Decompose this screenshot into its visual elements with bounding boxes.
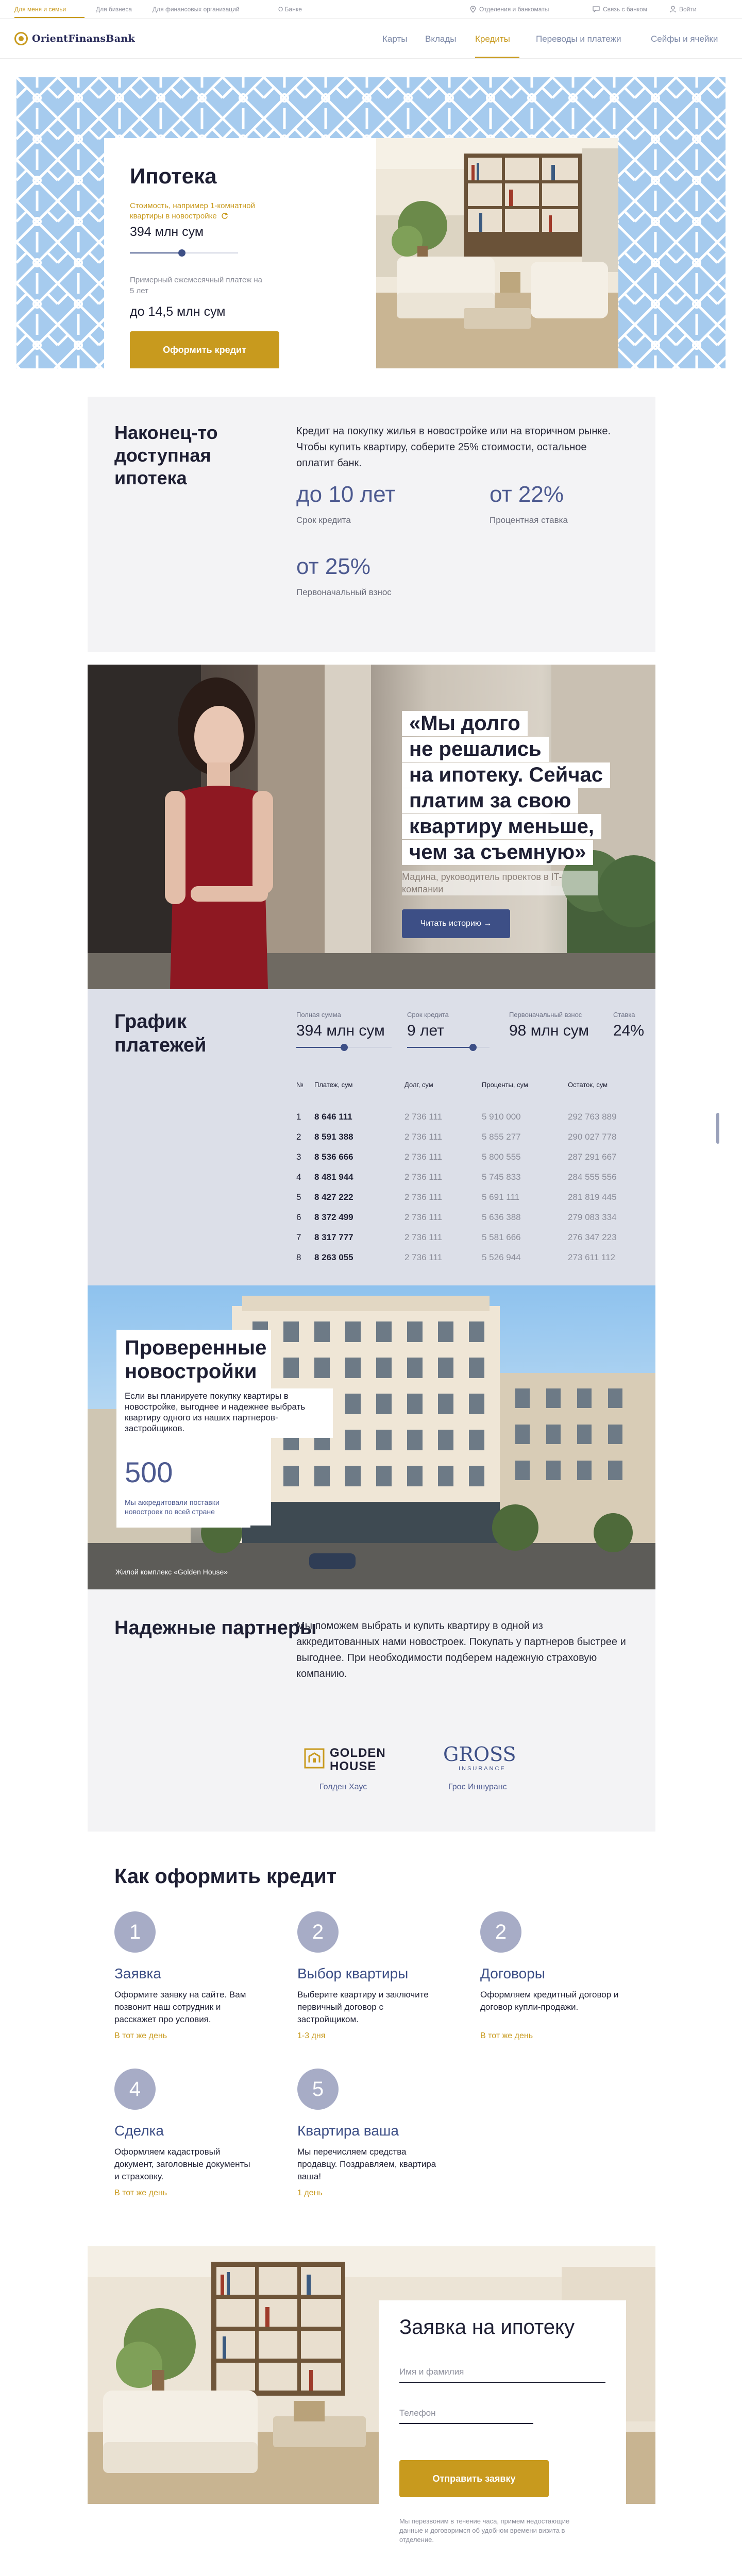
table-cell: 273 611 112 xyxy=(568,1252,616,1262)
name-field-wrap xyxy=(399,2357,605,2388)
table-cell: 8 481 944 xyxy=(314,1172,353,1182)
table-cell: 290 027 778 xyxy=(568,1132,617,1142)
topbar-contact-link[interactable] xyxy=(593,6,647,13)
schedule-scroll-thumb[interactable] xyxy=(716,1113,719,1144)
param-downpayment-label: Первоначальный взнос xyxy=(509,1011,582,1019)
table-cell: 8 263 055 xyxy=(314,1252,353,1262)
stat-down-payment-label: Первоначальный взнос xyxy=(296,587,392,597)
topbar-branches-label: Отделения и банкоматы xyxy=(479,6,549,13)
hero-hint-text: Стоимость, например 1-комнатной квартиры в новостройке xyxy=(130,201,255,221)
param-amount-value: 394 млн сум xyxy=(296,1022,385,1039)
step-description: Оформляем кредитный договор и договор купли-продажи. xyxy=(480,1990,619,2012)
gross-logo-line2: INSURANCE xyxy=(459,1766,506,1772)
hero-card xyxy=(104,138,393,368)
table-cell: 5 691 111 xyxy=(482,1192,520,1202)
table-cell: 5 855 277 xyxy=(482,1132,521,1142)
topbar-financial-orgs-link[interactable]: Для финансовых организаций xyxy=(153,6,240,13)
chat-icon xyxy=(593,6,600,12)
quote-line-3: на ипотеку. Сейчас xyxy=(402,762,610,788)
quote-line-5: квартиру меньше, xyxy=(402,814,601,839)
golden-house-line2: HOUSE xyxy=(330,1759,377,1773)
partner-golden-house-caption[interactable]: Голден Хаус xyxy=(319,1783,367,1791)
table-cell: 281 819 445 xyxy=(568,1192,617,1202)
param-rate-label: Ставка xyxy=(613,1011,635,1019)
buildings-count-text: Мы аккредитовали поставки новостроек по всей стране xyxy=(125,1497,248,1518)
logo-text: OrientFinansBank xyxy=(32,33,135,44)
submit-application-button[interactable]: Отправить заявку xyxy=(399,2460,549,2497)
partner-gross-logo[interactable] xyxy=(443,1743,546,1775)
partners-title: Надежные партнеры xyxy=(114,1617,317,1639)
stat-down-payment-value: от 25% xyxy=(296,554,370,579)
hero-monthly-value: до 14,5 млн сум xyxy=(130,304,226,319)
read-story-button[interactable]: Читать историю → xyxy=(402,909,510,938)
step-title: Выбор квартиры xyxy=(297,1965,409,1981)
main-header xyxy=(0,19,742,59)
table-cell: 7 xyxy=(296,1232,301,1242)
topbar-personal-link[interactable]: Для меня и семьи xyxy=(14,6,66,13)
location-pin-icon xyxy=(470,6,476,13)
table-cell: 5 800 555 xyxy=(482,1152,521,1162)
topbar-contact-label: Связь с банком xyxy=(603,6,648,13)
step-description: Оформите заявку на сайте. Вам позвонит наш сотрудник и расскажет про условия. xyxy=(114,1990,246,2024)
schedule-amount-slider[interactable] xyxy=(296,1047,392,1048)
hero-living-room-photo xyxy=(376,138,618,368)
amount-slider-handle[interactable] xyxy=(178,249,185,257)
step-duration: В тот же день xyxy=(480,2031,533,2040)
quote-author: Мадина, руководитель проектов в IT-компании xyxy=(402,871,598,895)
table-cell: 284 555 556 xyxy=(568,1172,617,1182)
buildings-text: Если вы планируете покупку квартиры в новостройке, выгоднее и надежнее выбрать квартиру одного из наших партнеров-застройщиков. xyxy=(116,1388,333,1438)
table-cell: 292 763 889 xyxy=(568,1112,617,1122)
form-title: Заявка на ипотеку xyxy=(399,2316,575,2338)
col-header-interest: Проценты, сум xyxy=(482,1081,528,1089)
topbar-branches-link[interactable] xyxy=(470,6,549,13)
step-duration: В тот же день xyxy=(114,2031,167,2040)
table-cell: 5 910 000 xyxy=(482,1112,521,1122)
bank-logo[interactable] xyxy=(14,32,135,45)
quote-line-6: чем за съемную» xyxy=(402,840,593,865)
nav-cards[interactable]: Карты xyxy=(382,34,408,44)
phone-field-wrap xyxy=(399,2398,605,2429)
step-number-badge: 2 xyxy=(480,1911,521,1953)
table-cell: 8 591 388 xyxy=(314,1132,353,1142)
intro-section xyxy=(88,397,655,652)
step-description: Оформляем кадастровый документ, заголовные документы и страховку. xyxy=(114,2147,250,2181)
hero-title: Ипотека xyxy=(130,164,217,188)
quote-line-4: платим за свою xyxy=(402,788,578,814)
table-cell: 4 xyxy=(296,1172,301,1182)
table-cell: 2 736 111 xyxy=(404,1212,443,1222)
golden-house-icon xyxy=(304,1748,325,1769)
table-cell: 8 372 499 xyxy=(314,1212,353,1222)
table-cell: 8 646 111 xyxy=(314,1112,352,1122)
schedule-amount-slider-handle[interactable] xyxy=(341,1044,348,1051)
schedule-term-slider-handle[interactable] xyxy=(469,1044,477,1051)
amount-slider-fill xyxy=(130,252,182,253)
stat-term-label: Срок кредита xyxy=(296,515,351,525)
col-header-number: № xyxy=(296,1081,303,1089)
partner-golden-house-logo[interactable] xyxy=(304,1744,397,1775)
topbar-active-indicator xyxy=(14,17,85,18)
hero-monthly-label: Примерный ежемесячный платеж на 5 лет xyxy=(130,276,262,295)
name-input[interactable] xyxy=(399,2362,605,2383)
topbar-login-link[interactable] xyxy=(670,6,697,13)
intro-title: Наконец-то доступная ипотека xyxy=(114,422,218,488)
step-title: Заявка xyxy=(114,1965,161,1981)
golden-house-line1: GOLDEN xyxy=(330,1746,386,1760)
amount-slider[interactable] xyxy=(130,252,238,253)
schedule-term-slider-fill xyxy=(407,1047,473,1048)
step-title: Сделка xyxy=(114,2123,164,2139)
param-rate-value: 24% xyxy=(613,1022,645,1039)
buildings-photo-caption: Жилой комплекс «Golden House» xyxy=(115,1568,228,1576)
step-description: Мы перечисляем средства продавцу. Поздравляем, квартира ваша! xyxy=(297,2147,436,2181)
col-header-payment: Платеж, сум xyxy=(314,1081,353,1089)
table-cell: 2 736 111 xyxy=(404,1252,443,1262)
payment-schedule-section xyxy=(88,989,655,1285)
stat-term-value: до 10 лет xyxy=(296,482,396,507)
hero-hint xyxy=(130,201,264,222)
table-cell: 287 291 667 xyxy=(568,1152,617,1162)
schedule-title: График платежей xyxy=(114,1011,207,1056)
table-cell: 2 736 111 xyxy=(404,1132,443,1142)
step-number-badge: 4 xyxy=(114,2069,156,2110)
table-cell: 279 083 334 xyxy=(568,1212,617,1222)
step-duration: 1 день xyxy=(297,2189,323,2197)
table-cell: 2 736 111 xyxy=(404,1112,443,1122)
top-bar xyxy=(0,0,742,19)
table-cell: 1 xyxy=(296,1112,301,1122)
buildings-count: 500 xyxy=(125,1456,173,1488)
step-duration: 1-3 дня xyxy=(297,2031,326,2040)
table-cell: 2 736 111 xyxy=(404,1192,443,1202)
col-header-balance: Остаток, сум xyxy=(568,1081,608,1089)
living-room-illustration xyxy=(376,138,618,368)
step-title: Договоры xyxy=(480,1965,545,1981)
table-cell: 5 xyxy=(296,1192,301,1202)
step-number-badge: 2 xyxy=(297,1911,339,1953)
buildings-title: Проверенные новостройки xyxy=(125,1336,267,1383)
form-note: Мы перезвоним в течение часа, примем недостающие данные и договоримся об удобном времени визита в отделение. xyxy=(399,2517,570,2544)
table-cell: 2 xyxy=(296,1132,301,1142)
topbar-login-label: Войти xyxy=(679,6,697,13)
table-cell: 276 347 223 xyxy=(568,1232,617,1242)
table-cell: 2 736 111 xyxy=(404,1232,443,1242)
partners-section xyxy=(88,1589,655,1832)
refresh-icon[interactable] xyxy=(221,212,228,219)
user-icon xyxy=(670,6,676,13)
table-cell: 8 317 777 xyxy=(314,1232,353,1242)
partners-text: Мы поможем выбрать и купить квартиру в одной из аккредитованных нами новостроек. Покупать у партнеров быстрее и выгоднее. При необходимости подберем надежную страховую компанию. xyxy=(296,1620,626,1680)
table-cell: 5 745 833 xyxy=(482,1172,521,1182)
table-cell: 8 536 666 xyxy=(314,1152,353,1162)
steps-title: Как оформить кредит xyxy=(114,1865,337,1888)
schedule-amount-slider-fill xyxy=(296,1047,344,1048)
step-description: Выберите квартиру и заключите первичный договор с застройщиком. xyxy=(297,1990,429,2024)
intro-text: Кредит на покупку жилья в новостройке или на вторичном рынке. Чтобы купить квартиру, соберите 25% стоимости, остальное оплатит банк. xyxy=(296,426,611,469)
table-cell: 5 581 666 xyxy=(482,1232,521,1242)
schedule-term-slider[interactable] xyxy=(407,1047,490,1048)
new-buildings-section xyxy=(88,1285,655,1589)
table-cell: 6 xyxy=(296,1212,301,1222)
table-cell: 5 636 388 xyxy=(482,1212,521,1222)
table-cell: 2 736 111 xyxy=(404,1152,443,1162)
quote-line-1: «Мы долго xyxy=(402,711,528,736)
quote-line-2: не решались xyxy=(402,737,549,762)
table-cell: 3 xyxy=(296,1152,301,1162)
buildings-number-block xyxy=(116,1450,250,1528)
topbar-business-link[interactable]: Для бизнеса xyxy=(96,6,132,13)
hero-banner xyxy=(16,77,726,368)
table-cell: 2 736 111 xyxy=(404,1172,443,1182)
param-term-label: Срок кредита xyxy=(407,1011,449,1019)
nav-credits[interactable]: Кредиты xyxy=(475,34,510,44)
topbar-about-link[interactable]: О Банке xyxy=(278,6,302,13)
step-title: Квартира ваша xyxy=(297,2123,399,2139)
nav-transfers[interactable]: Переводы и платежи xyxy=(536,34,621,44)
stat-rate-value: от 22% xyxy=(490,482,564,507)
phone-input[interactable] xyxy=(399,2403,533,2424)
logo-mark-icon xyxy=(14,32,28,45)
testimonial-section xyxy=(88,665,655,989)
table-cell: 8 427 222 xyxy=(314,1192,353,1202)
schedule-scrollbar[interactable] xyxy=(716,1113,719,1170)
nav-active-underline xyxy=(475,57,519,58)
gross-logo-line1: GROSS xyxy=(443,1743,516,1766)
param-term-value: 9 лет xyxy=(407,1022,444,1039)
param-downpayment-value: 98 млн сум xyxy=(509,1022,589,1039)
nav-safes[interactable]: Сейфы и ячейки xyxy=(651,34,718,44)
partner-gross-caption[interactable]: Грос Иншуранс xyxy=(448,1783,507,1791)
nav-deposits[interactable]: Вклады xyxy=(425,34,457,44)
hero-amount-value: 394 млн сум xyxy=(130,225,204,239)
col-header-debt: Долг, сум xyxy=(404,1081,433,1089)
step-number-badge: 1 xyxy=(114,1911,156,1953)
apply-credit-button[interactable]: Оформить кредит xyxy=(130,331,279,368)
table-cell: 5 526 944 xyxy=(482,1252,521,1262)
step-number-badge: 5 xyxy=(297,2069,339,2110)
param-amount-label: Полная сумма xyxy=(296,1011,341,1019)
step-duration: В тот же день xyxy=(114,2189,167,2197)
stat-rate-label: Процентная ставка xyxy=(490,515,568,525)
mortgage-application-form xyxy=(379,2300,626,2568)
table-cell: 8 xyxy=(296,1252,301,1262)
